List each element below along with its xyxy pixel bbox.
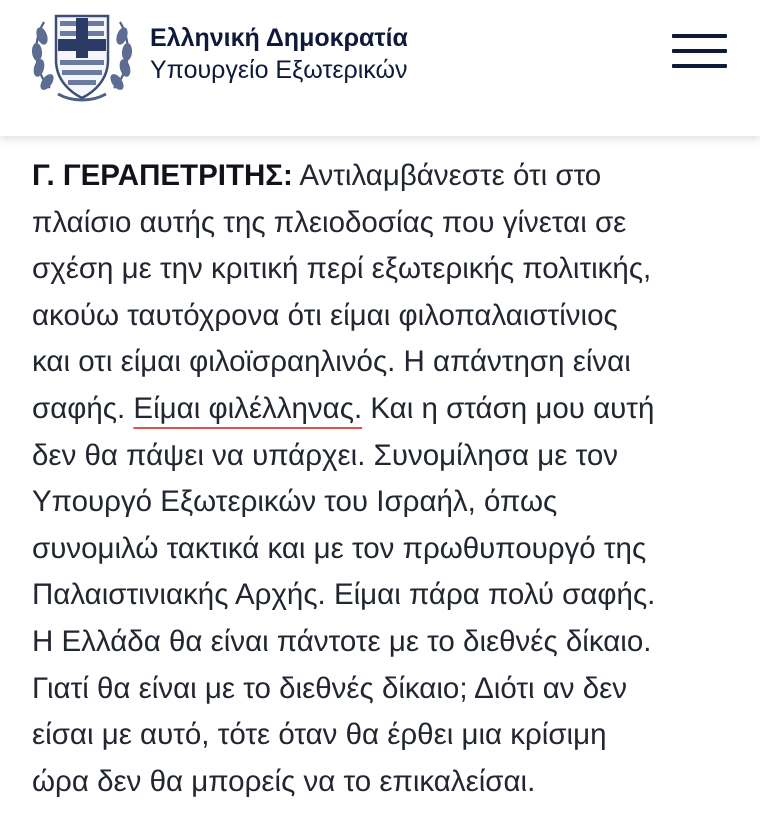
text-line: συνομιλώ τακτικά και με τον πρωθυπουργό της <box>32 531 647 565</box>
menu-bar <box>672 49 727 53</box>
text-segment: Αντιλαμβάνεστε ότι στο <box>292 159 602 192</box>
speaker-name: Γ. ΓΕΡΑΠΕΤΡΙΤΗΣ: <box>32 159 293 192</box>
text-line: είσαι με αυτό, τότε όταν θα έρθει μια κρίσιμη <box>32 718 607 752</box>
text-line: Υπουργό Εξωτερικών του Ισραήλ, όπως <box>32 485 558 519</box>
hamburger-menu-icon[interactable] <box>670 32 728 70</box>
text-line: πλαίσιο αυτής της πλειοδοσίας που γίνεται σε <box>32 205 627 239</box>
text-line: και οτι είμαι φιλοϊσραηλινός. Η απάντηση είναι <box>32 345 631 379</box>
menu-bar <box>672 64 727 68</box>
menu-bar <box>672 34 727 38</box>
site-brand[interactable] <box>150 22 408 86</box>
hellenic-coat-of-arms-icon[interactable] <box>28 2 136 108</box>
text-line: σχέση με την κριτική περί εξωτερικής πολιτικής, <box>32 252 652 286</box>
site-title: Ελληνική Δημοκρατία <box>150 24 408 52</box>
text-segment: Και η στάση μου αυτή <box>362 391 655 425</box>
site-subtitle: Υπουργείο Εξωτερικών <box>150 56 408 84</box>
text-line: ώρα δεν θα μπορείς να το επικαλείσαι. <box>32 764 536 798</box>
article-body <box>32 153 732 805</box>
text-line <box>32 386 732 433</box>
text-line: Γιατί θα είναι με το διεθνές δίκαιο; Διότι αν δεν <box>32 671 628 705</box>
text-line: ακούω ταυτόχρονα ότι είμαι φιλοπαλαιστίνιος <box>32 298 618 332</box>
text-line <box>32 153 732 200</box>
text-segment: σαφής. <box>32 391 134 425</box>
highlighted-phrase: Είμαι φιλέλληνας. <box>133 391 363 425</box>
text-line: δεν θα πάψει να υπάρχει. Συνομίλησα με τον <box>32 438 619 472</box>
text-line: Η Ελλάδα θα είναι πάντοτε με το διεθνές δίκαιο. <box>32 624 652 658</box>
site-header <box>0 0 760 136</box>
text-line: Παλαιστινιακής Αρχής. Είμαι πάρα πολύ σαφής. <box>32 578 656 612</box>
